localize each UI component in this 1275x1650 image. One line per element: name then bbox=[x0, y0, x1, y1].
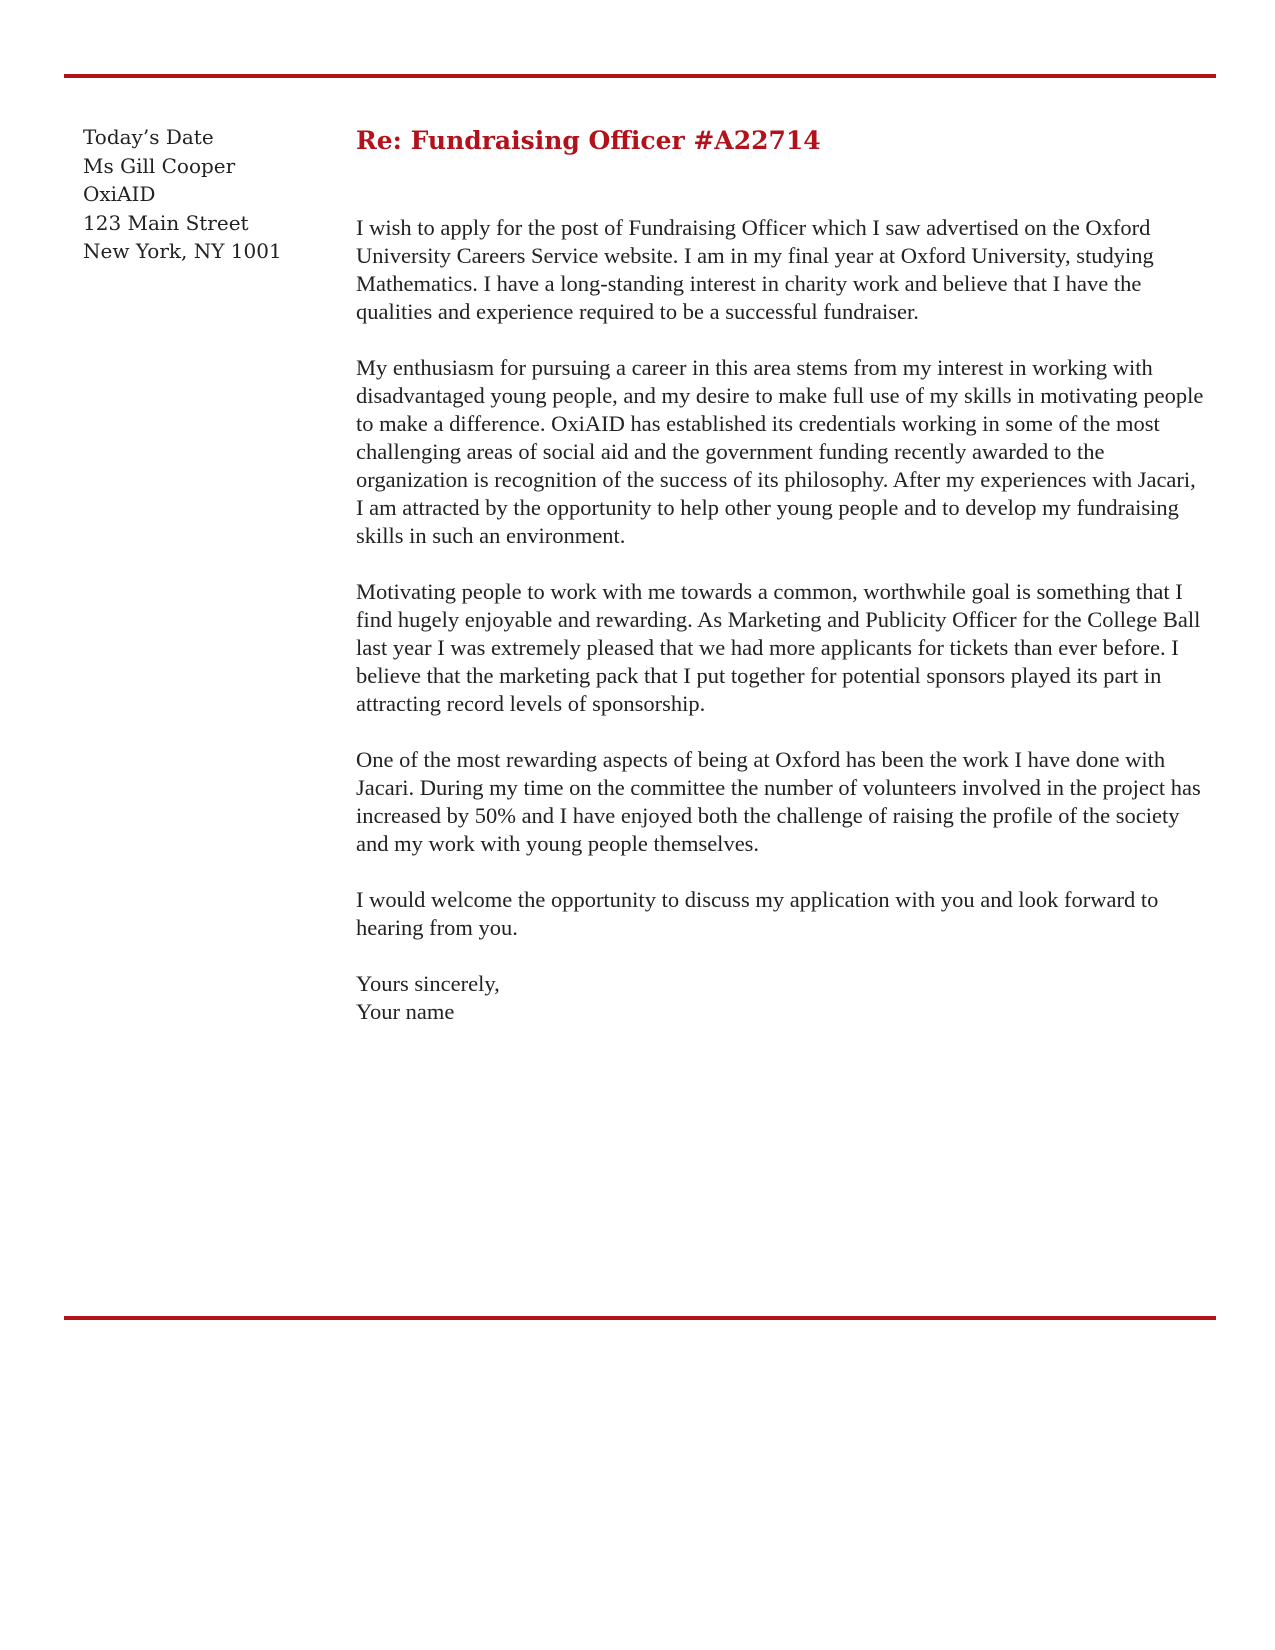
body-paragraph: I would welcome the opportunity to discuss my application with you and look forward to hearing from you. bbox=[356, 887, 1159, 940]
recipient-organization: OxiAID bbox=[83, 182, 156, 206]
body-paragraph: My enthusiasm for pursuing a career in this area stems from my interest in working with disadvantaged young people, and my desire to make full use of my skills in motivating people to make a difference. OxiAID has established its credentials working in some of the most challenging areas of social aid and the government funding recently awarded to the organization is recognition of the success of its philosophy. After my experiences with Jacari, I am attracted by the opportunity to help other young people and to develop my fundraising skills in such an environment. bbox=[356, 355, 1204, 548]
recipient-address-block bbox=[83, 123, 323, 266]
top-divider bbox=[64, 74, 1216, 78]
body-paragraph: Motivating people to work with me towards a common, worthwhile goal is something that I find hugely enjoyable and rewarding. As Marketing and Publicity Officer for the College Ball last year I was extremely pleased that we had more applicants for tickets than ever before. I believe that the marketing pack that I put together for potential sponsors played its part in attracting record levels of sponsorship. bbox=[356, 579, 1201, 716]
body-paragraph: One of the most rewarding aspects of being at Oxford has been the work I have done with Jacari. During my time on the committee the number of volunteers involved in the project has increased by 50% and I have enjoyed both the challenge of raising the profile of the society and my work with young people themselves. bbox=[356, 747, 1201, 856]
recipient-city: New York, NY 1001 bbox=[83, 239, 282, 263]
letter-date: Today’s Date bbox=[83, 125, 214, 149]
recipient-street: 123 Main Street bbox=[83, 210, 249, 235]
closing-signature: Your name bbox=[356, 999, 455, 1024]
bottom-divider bbox=[64, 1316, 1216, 1320]
closing-salutation: Yours sincerely, bbox=[356, 971, 500, 996]
letter-closing bbox=[356, 970, 1204, 1026]
body-paragraph: I wish to apply for the post of Fundraising Officer which I saw advertised on the Oxford University Careers Service website. I am in my final year at Oxford University, studying Mathematics. I have a long-standing interest in charity work and believe that I have the qualities and experience required to be a successful fundraiser. bbox=[356, 215, 1154, 324]
letter-subject: Re: Fundraising Officer #A22714 bbox=[356, 126, 821, 155]
recipient-name: Ms Gill Cooper bbox=[83, 153, 236, 178]
letter-body bbox=[356, 214, 1204, 1026]
